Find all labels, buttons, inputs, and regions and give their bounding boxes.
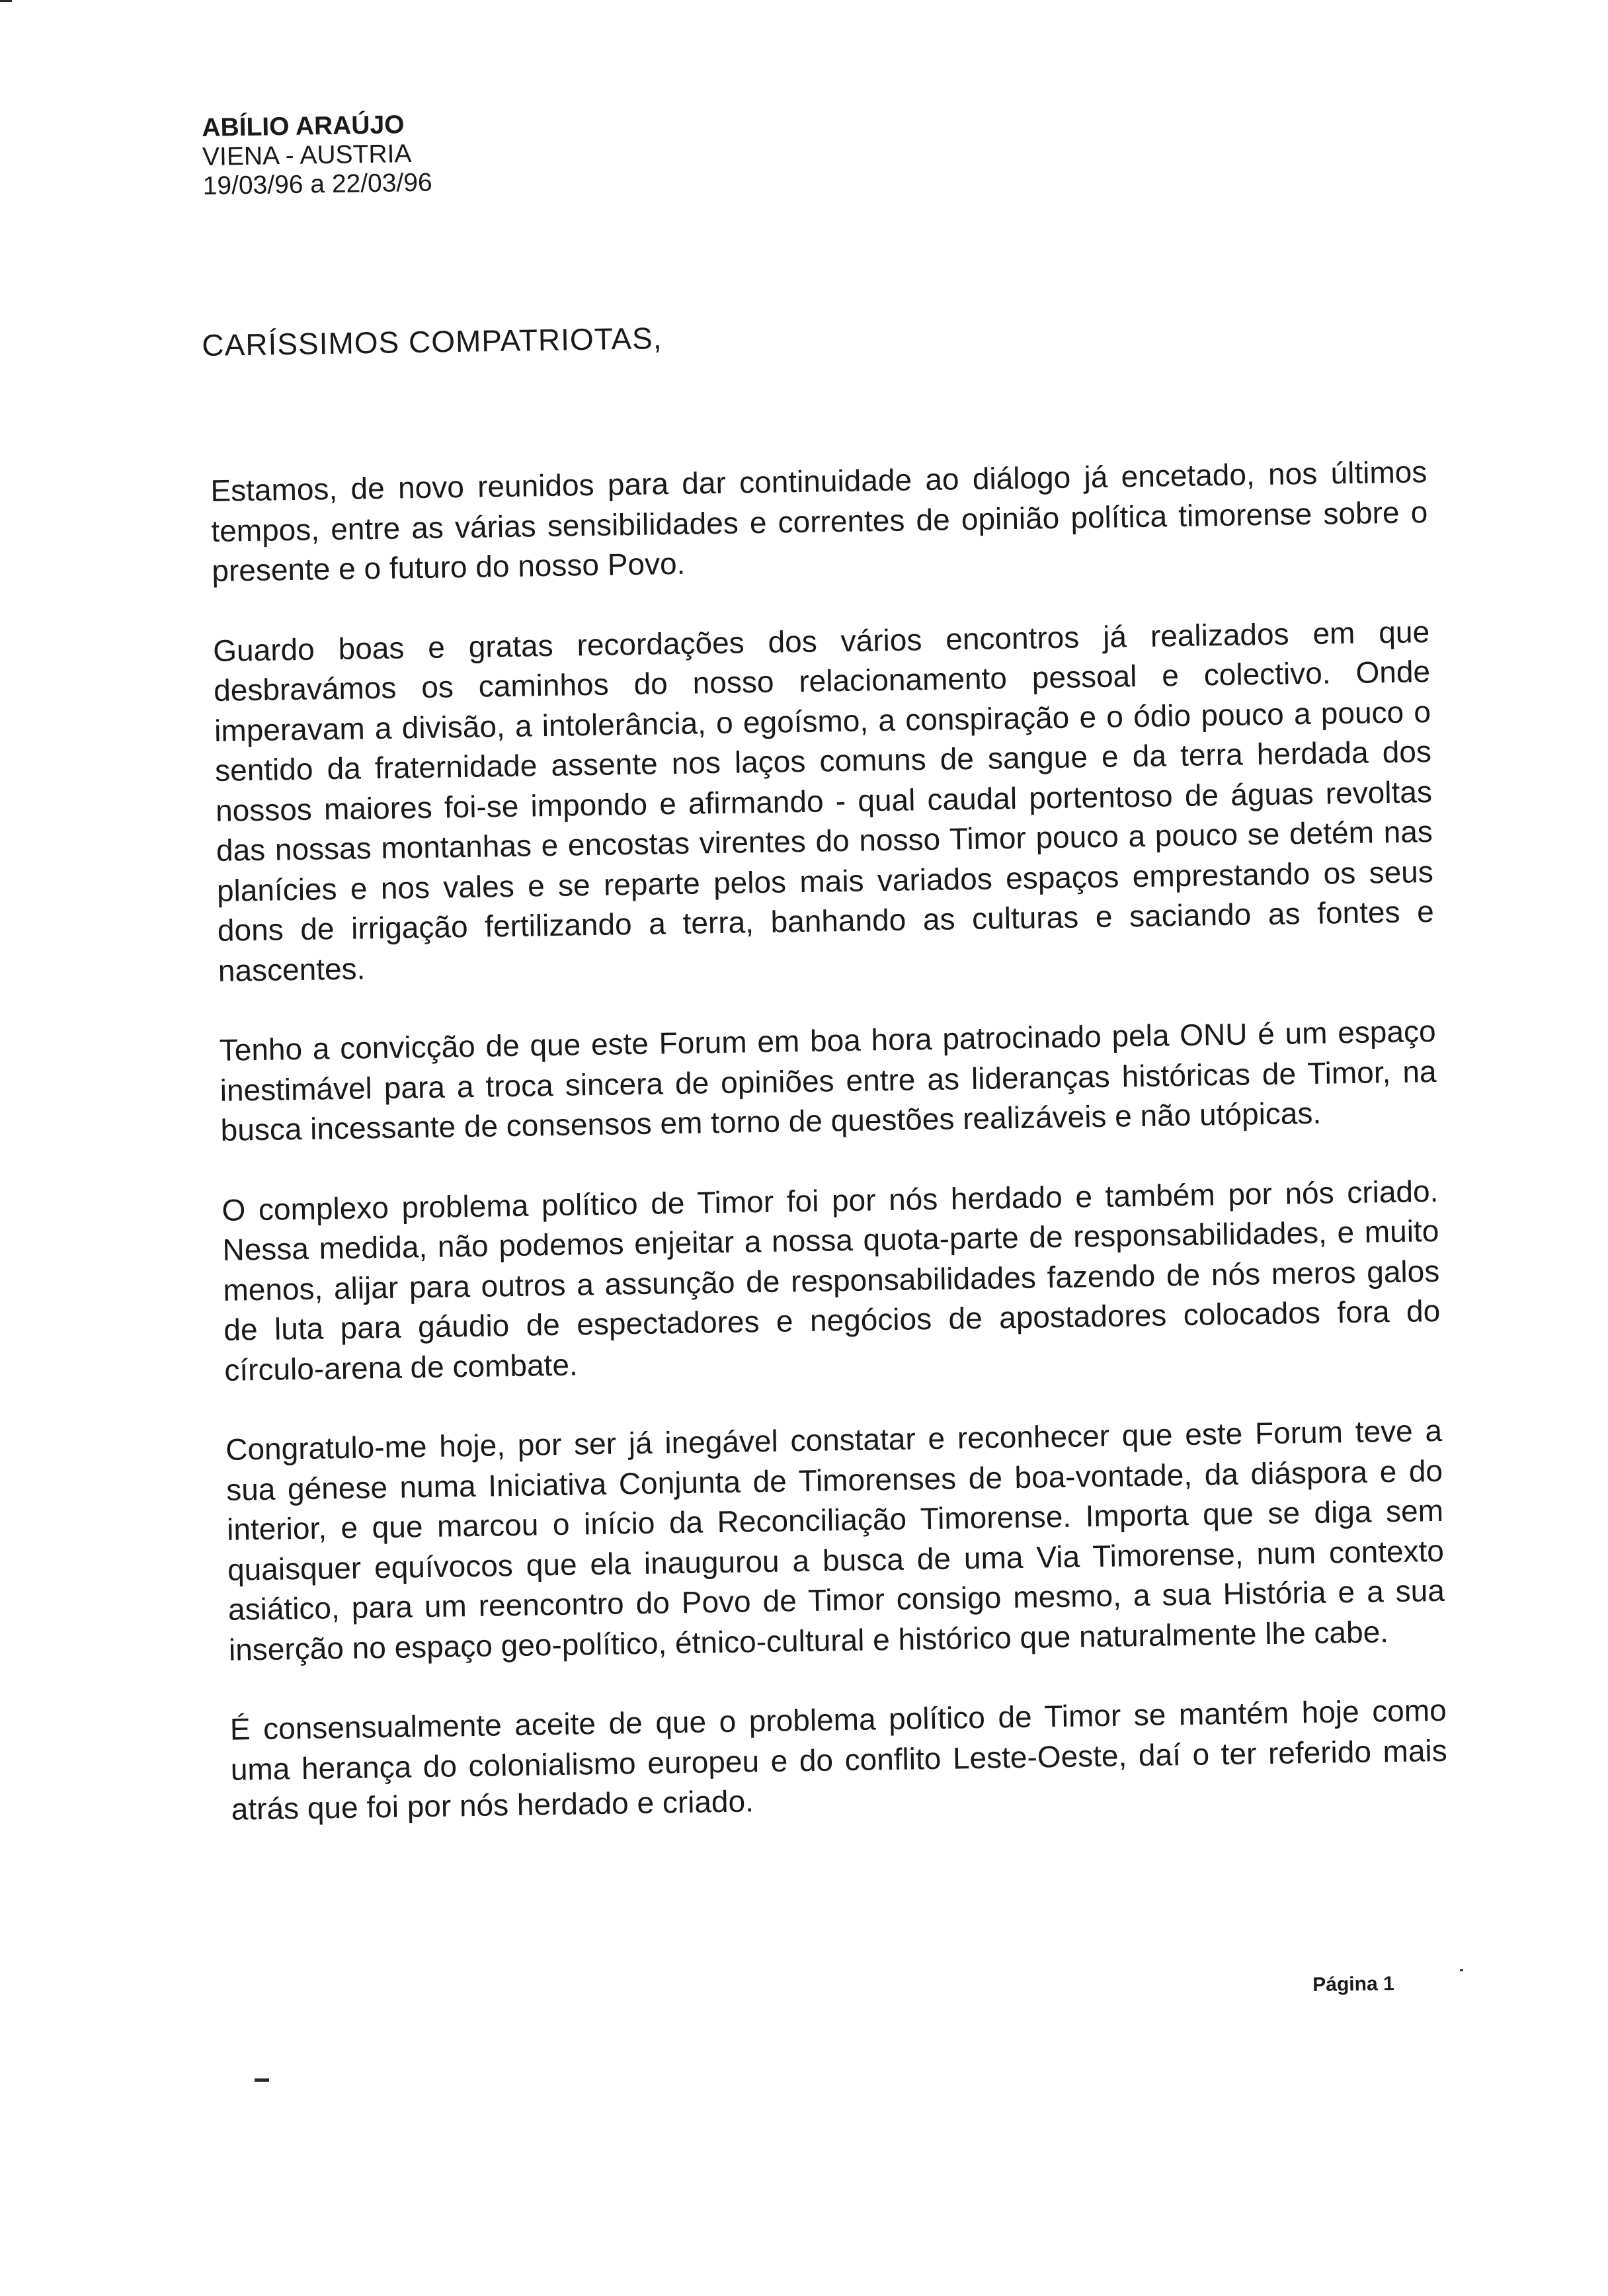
author-name: ABÍLIO ARAÚJO: [202, 110, 405, 142]
paragraph: Congratulo-me hoje, por ser já inegável constatar e reconhecer que este Forum teve a sua génese numa Iniciativa Conjunta de Timorenses de boa-vontade, da diáspora e do interior, e que marcou o início da Reconciliação Timorense. Importa que se diga sem quaisquer equívocos que ela inaugurou a busca de uma Via Timorense, num contexto asiático, para um reencontro do Povo de Timor consigo mesmo, a sua História e a sua inserção no espaço geo-político, étnico-cultural e histórico que naturalmente lhe cabe.: [225, 1413, 1445, 1667]
paragraph: Estamos, de novo reunidos para dar continuidade ao diálogo já encetado, nos últimos tempos, entre as várias sensibilidades e correntes de opinião política timorense sobre o presente e o futuro do nosso Povo.: [210, 454, 1428, 588]
paragraph: Tenho a convicção de que este Forum em boa hora patrocinado pela ONU é um espaço inestimável para a troca sincera de opiniões entre as lideranças históricas de Timor, na busca incessante de consensos em torno de questões realizáveis e não utópicas.: [219, 1013, 1437, 1147]
scan-speck: [255, 2078, 269, 2082]
scan-speck: [0, 0, 12, 2]
scan-speck: [1460, 1969, 1463, 1971]
date-range: 19/03/96 a 22/03/96: [202, 168, 432, 200]
letter-body: [210, 452, 1449, 1869]
page-number: Página 1: [1312, 1973, 1394, 1996]
salutation: CARÍSSIMOS COMPATRIOTAS,: [202, 321, 663, 362]
paragraph: O complexo problema político de Timor foi por nós herdado e também por nós criado. Nessa medida, não podemos enjeitar a nossa quota-parte de responsabilidades, e muito menos, alijar para outros a assunção de responsabilidades fazendo de nós meros galos de luta para gáudio de espectadores e negócios de apostadores colocados fora do círculo-arena de combate.: [221, 1173, 1441, 1387]
paragraph: Guardo boas e gratas recordações dos vários encontros já realizados em que desbravámos os caminhos do nosso relacionamento pessoal e colectivo. Onde imperavam a divisão, a intolerância, o egoísmo, a conspiração e o ódio pouco a pouco o sentido da fraternidade assente nos laços comuns de sangue e da terra herdada dos nossos maiores foi-se impondo e afirmando - qual caudal portentoso de águas revoltas das nossas montanhas e encostas virentes do nosso Timor pouco a pouco se detém nas planícies e nos vales e se reparte pelos mais variados espaços emprestando os seus dons de irrigação fertilizando a terra, banhando as culturas e saciando as fontes e nascentes.: [212, 614, 1435, 988]
letter-header: [202, 104, 798, 201]
location: VIENA - AUSTRIA: [202, 140, 412, 171]
paragraph: É consensualmente aceite de que o problema político de Timor se mantém hoje como uma herança do colonialismo europeu e do conflito Leste-Oeste, daí o ter referido mais atrás que foi por nós herdado e criado.: [229, 1692, 1448, 1826]
